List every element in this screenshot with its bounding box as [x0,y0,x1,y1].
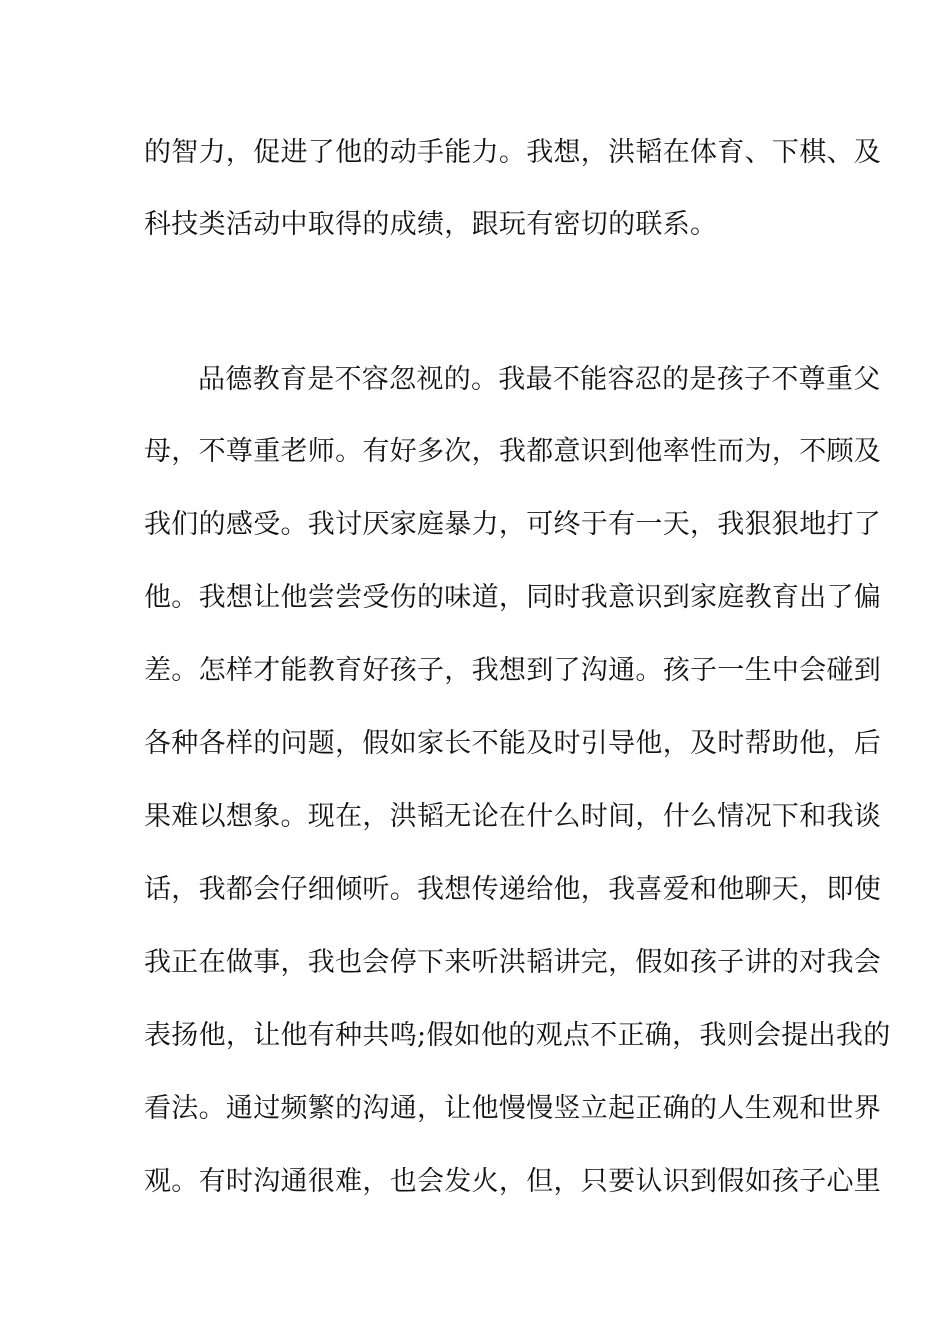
paragraph-2-line-7: 果难以想象。现在，洪韬无论在什么时间，什么情况下和我谈 [144,801,882,832]
paragraph-1-line-1: 的智力，促进了他的动手能力。我想，洪韬在体育、下棋、及 [144,137,882,168]
paragraph-2-line-1: 品德教育是不容忽视的。我最不能容忍的是孩子不尊重父 [198,364,881,395]
paragraph-2-line-8: 话，我都会仔细倾听。我想传递给他，我喜爱和他聊天，即使 [144,874,882,905]
paragraph-2-line-3: 我们的感受。我讨厌家庭暴力，可终于有一天，我狠狠地打了 [144,509,882,540]
paragraph-1-line-2: 科技类活动中取得的成绩，跟玩有密切的联系。 [144,209,718,240]
paragraph-2-line-10: 表扬他，让他有种共鸣;假如他的观点不正确，我则会提出我的 [144,1020,891,1051]
paragraph-2-line-4: 他。我想让他尝尝受伤的味道，同时我意识到家庭教育出了偏 [144,582,882,613]
paragraph-2-line-2: 母，不尊重老师。有好多次，我都意识到他率性而为，不顾及 [144,436,882,467]
paragraph-2-line-5: 差。怎样才能教育好孩子，我想到了沟通。孩子一生中会碰到 [144,655,882,686]
paragraph-2-line-6: 各种各样的问题，假如家长不能及时引导他，及时帮助他，后 [144,728,882,759]
paragraph-2-line-11: 看法。通过频繁的沟通，让他慢慢竖立起正确的人生观和世界 [144,1093,882,1124]
paragraph-2-line-9: 我正在做事，我也会停下来听洪韬讲完，假如孩子讲的对我会 [144,947,882,978]
paragraph-2-line-12: 观。有时沟通很难，也会发火，但，只要认识到假如孩子心里 [144,1166,882,1197]
